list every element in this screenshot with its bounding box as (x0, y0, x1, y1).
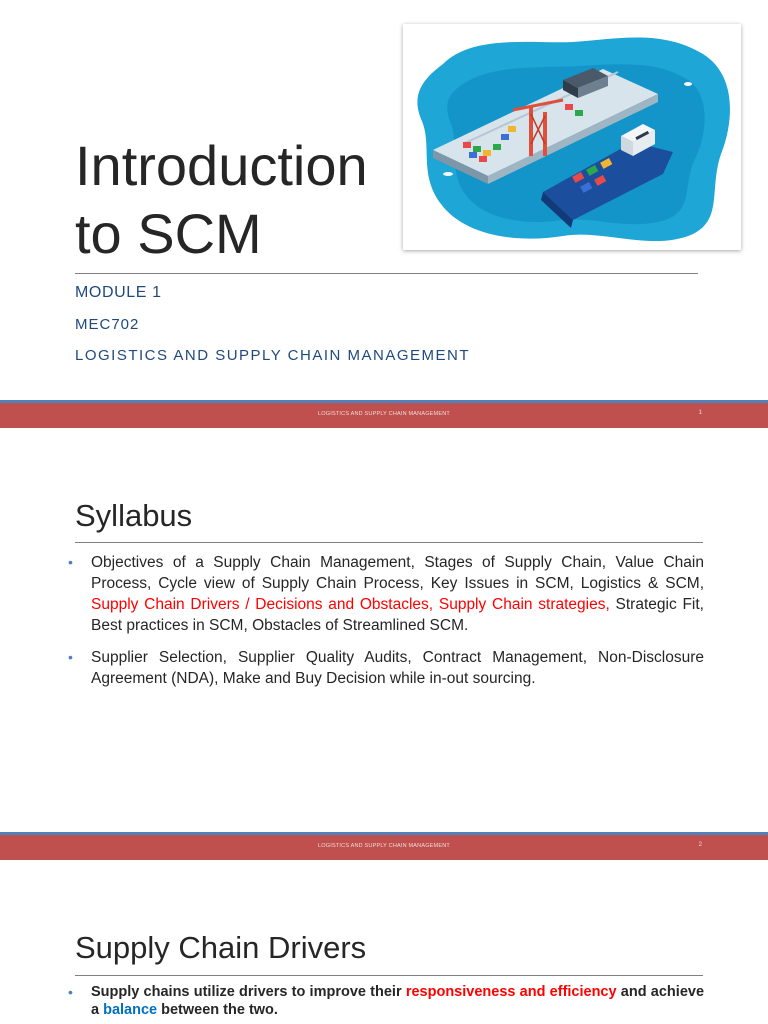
course-name: LOGISTICS AND SUPPLY CHAIN MANAGEMENT (75, 347, 471, 364)
title-divider (75, 273, 698, 274)
slide-title (75, 132, 368, 268)
title-divider (75, 542, 703, 543)
slide-2-footer (0, 832, 768, 860)
slide-title: Supply Chain Drivers (75, 930, 367, 965)
slide-1 (0, 0, 768, 404)
slide-title: Syllabus (75, 498, 193, 533)
footer-accent-line (0, 400, 768, 403)
syllabus-text-2: Strategic Fit, Best practices in SCM, Obstacles of Streamlined SCM. (91, 596, 704, 634)
module-label: MODULE 1 (75, 284, 162, 301)
page-number: 1 (698, 410, 702, 416)
list-item (66, 983, 704, 1019)
syllabus-text-1: Objectives of a Supply Chain Management, Stages of Supply Chain, Value Chain Process, Cycle view of Supply Chain Process, Key Issues in SCM, Logistics & SCM, (91, 554, 704, 592)
drivers-list (66, 983, 704, 1019)
course-code: MEC702 (75, 316, 140, 333)
slide-1-footer (0, 400, 768, 428)
drivers-text-2: and achieve a (91, 984, 705, 1018)
footer-text: LOGISTICS AND SUPPLY CHAIN MANAGEMENT (318, 411, 450, 417)
title-line-1: Introduction (75, 134, 368, 197)
title-divider (75, 975, 703, 976)
drivers-highlight-blue: balance (103, 1002, 158, 1018)
port-illustration-image (403, 24, 741, 250)
bullet-icon: • (68, 554, 73, 570)
list-item (66, 647, 704, 689)
slide-2 (0, 432, 768, 836)
drivers-text-1: Supply chains utilize drivers to improve their (91, 984, 406, 1000)
bullet-icon: • (68, 984, 73, 1000)
bullet-icon: • (68, 649, 73, 665)
syllabus-text-3: Supplier Selection, Supplier Quality Audits, Contract Management, Non-Disclosure Agreement (NDA), Make and Buy Decision while in-out sourcing. (91, 649, 704, 687)
drivers-highlight-red: responsiveness and efficiency (405, 984, 617, 1000)
title-line-2: to SCM (75, 202, 262, 265)
drivers-text-3: between the two. (157, 1002, 278, 1018)
slide-3 (0, 864, 768, 1024)
page-number: 2 (698, 842, 702, 848)
footer-accent-line (0, 832, 768, 835)
footer-text: LOGISTICS AND SUPPLY CHAIN MANAGEMENT (318, 843, 450, 849)
syllabus-list (66, 552, 704, 689)
list-item (66, 552, 704, 636)
syllabus-highlight: Supply Chain Drivers / Decisions and Obstacles, Supply Chain strategies, (91, 596, 610, 613)
